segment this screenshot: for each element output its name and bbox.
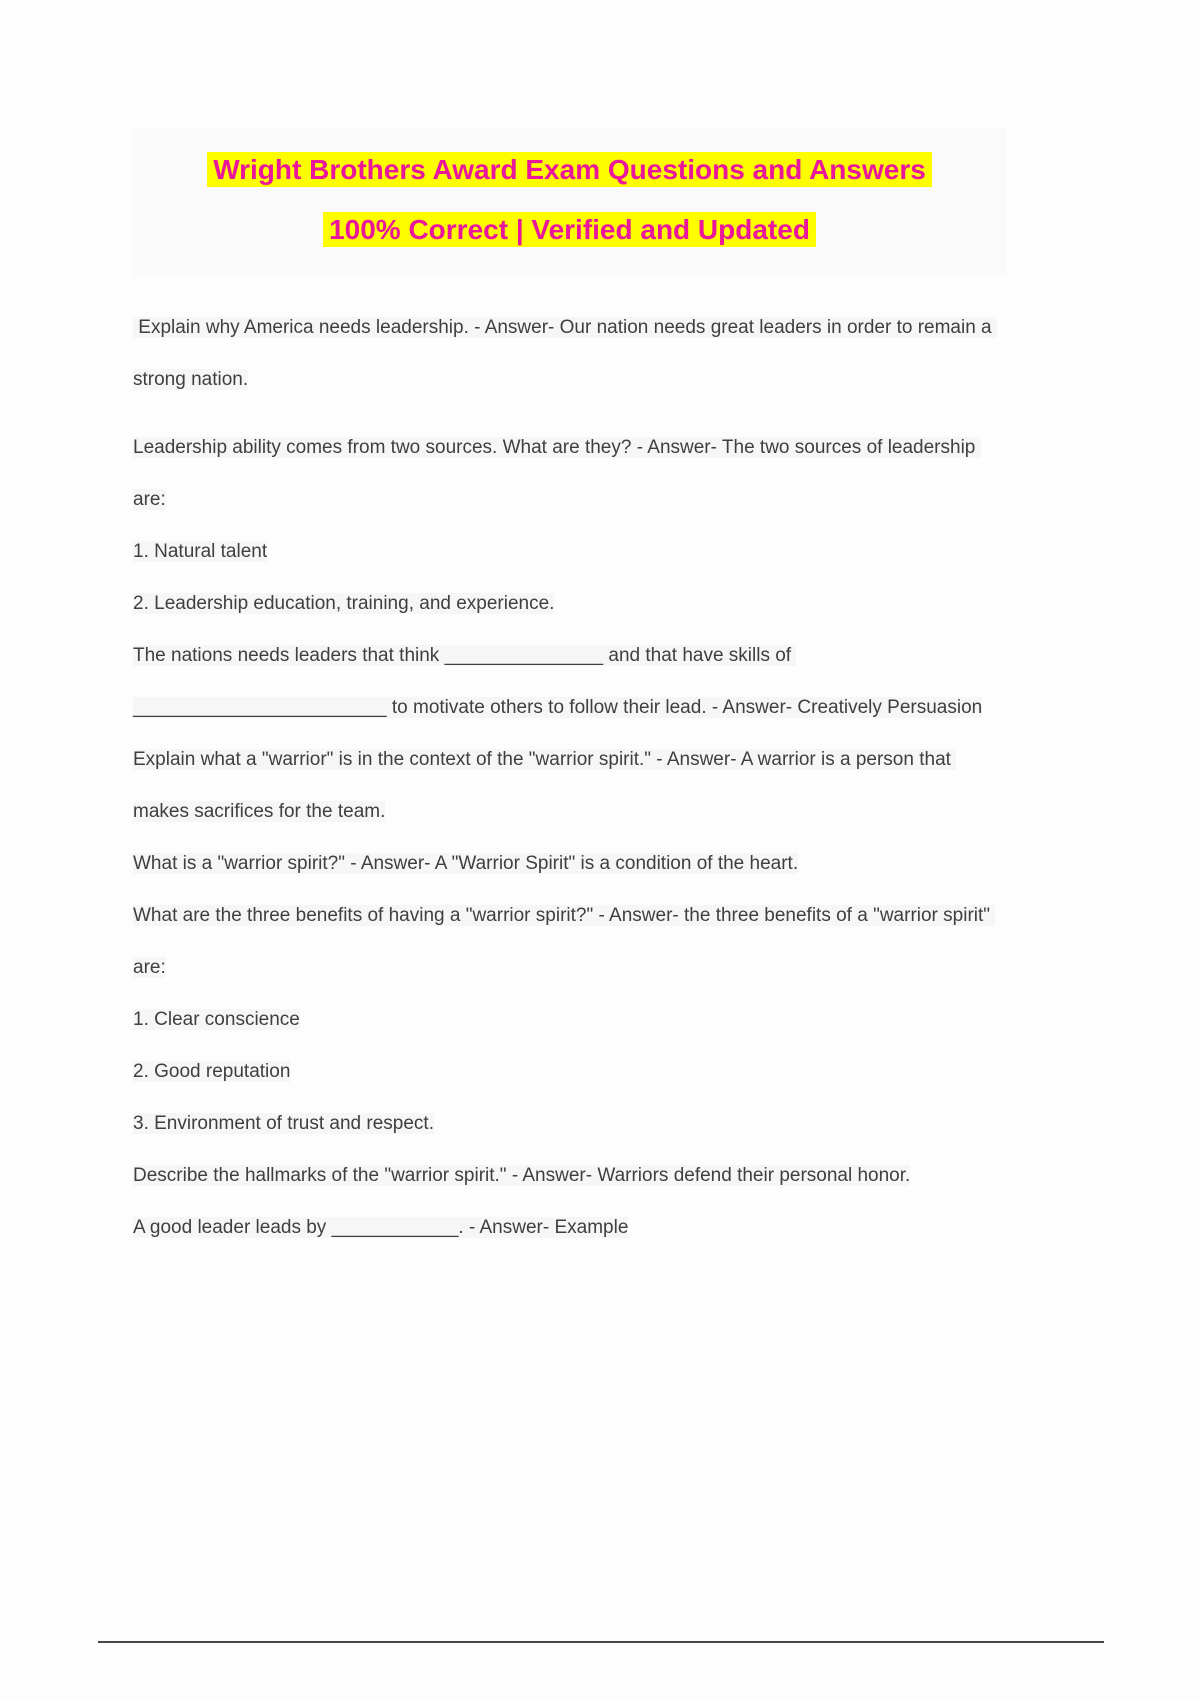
paragraph: [133, 1202, 1006, 1254]
paragraph: [133, 422, 1006, 526]
paragraph-text: Explain why America needs leadership. - Answer- Our nation needs great leaders in order to remain a strong nation.: [133, 317, 997, 390]
paragraph-text: Describe the hallmarks of the "warrior spirit." - Answer- Warriors defend their personal honor.: [133, 1165, 911, 1186]
paragraph-text: A good leader leads by ____________. - Answer- Example: [133, 1217, 629, 1238]
paragraph-text: What are the three benefits of having a "warrior spirit?" - Answer- the three benefits of a "warrior spirit" are:: [133, 905, 996, 978]
document-body: [133, 128, 1006, 1254]
paragraph: [133, 302, 1006, 406]
paragraph: [133, 890, 1006, 994]
paragraph: [133, 1046, 1006, 1098]
paragraph-text: 2. Good reputation: [133, 1061, 291, 1082]
paragraph-text: 2. Leadership education, training, and experience.: [133, 593, 555, 614]
paragraph-text: Explain what a "warrior" is in the context of the "warrior spirit." - Answer- A warrior is a person that makes sacrifices for the team.: [133, 749, 957, 822]
paragraph-text: 3. Environment of trust and respect.: [133, 1113, 434, 1134]
footer-rule: [98, 1641, 1104, 1643]
paragraph-text: The nations needs leaders that think _______________ and that have skills of ________________________ to motivate others to follow their lead. - Answer- Creatively Persuasion: [133, 645, 983, 718]
document-title: [133, 128, 1006, 276]
paragraph: [133, 994, 1006, 1046]
paragraph: [133, 838, 1006, 890]
paragraph: [133, 578, 1006, 630]
paragraph-text: Leadership ability comes from two sources. What are they? - Answer- The two sources of leadership are:: [133, 437, 981, 510]
title-row-1: [133, 140, 1006, 200]
paragraph: [133, 1098, 1006, 1150]
title-line-1: Wright Brothers Award Exam Questions and Answers: [207, 152, 932, 187]
paragraph: [133, 630, 1006, 734]
paragraph-text: What is a "warrior spirit?" - Answer- A "Warrior Spirit" is a condition of the heart.: [133, 853, 799, 874]
paragraph-list: [133, 302, 1006, 1254]
paragraph: [133, 734, 1006, 838]
paragraph: [133, 1150, 1006, 1202]
paragraph-text: 1. Clear conscience: [133, 1009, 300, 1030]
title-row-2: [133, 200, 1006, 260]
paragraph: [133, 526, 1006, 578]
title-line-2: 100% Correct | Verified and Updated: [323, 212, 816, 247]
paragraph-text: 1. Natural talent: [133, 541, 268, 562]
